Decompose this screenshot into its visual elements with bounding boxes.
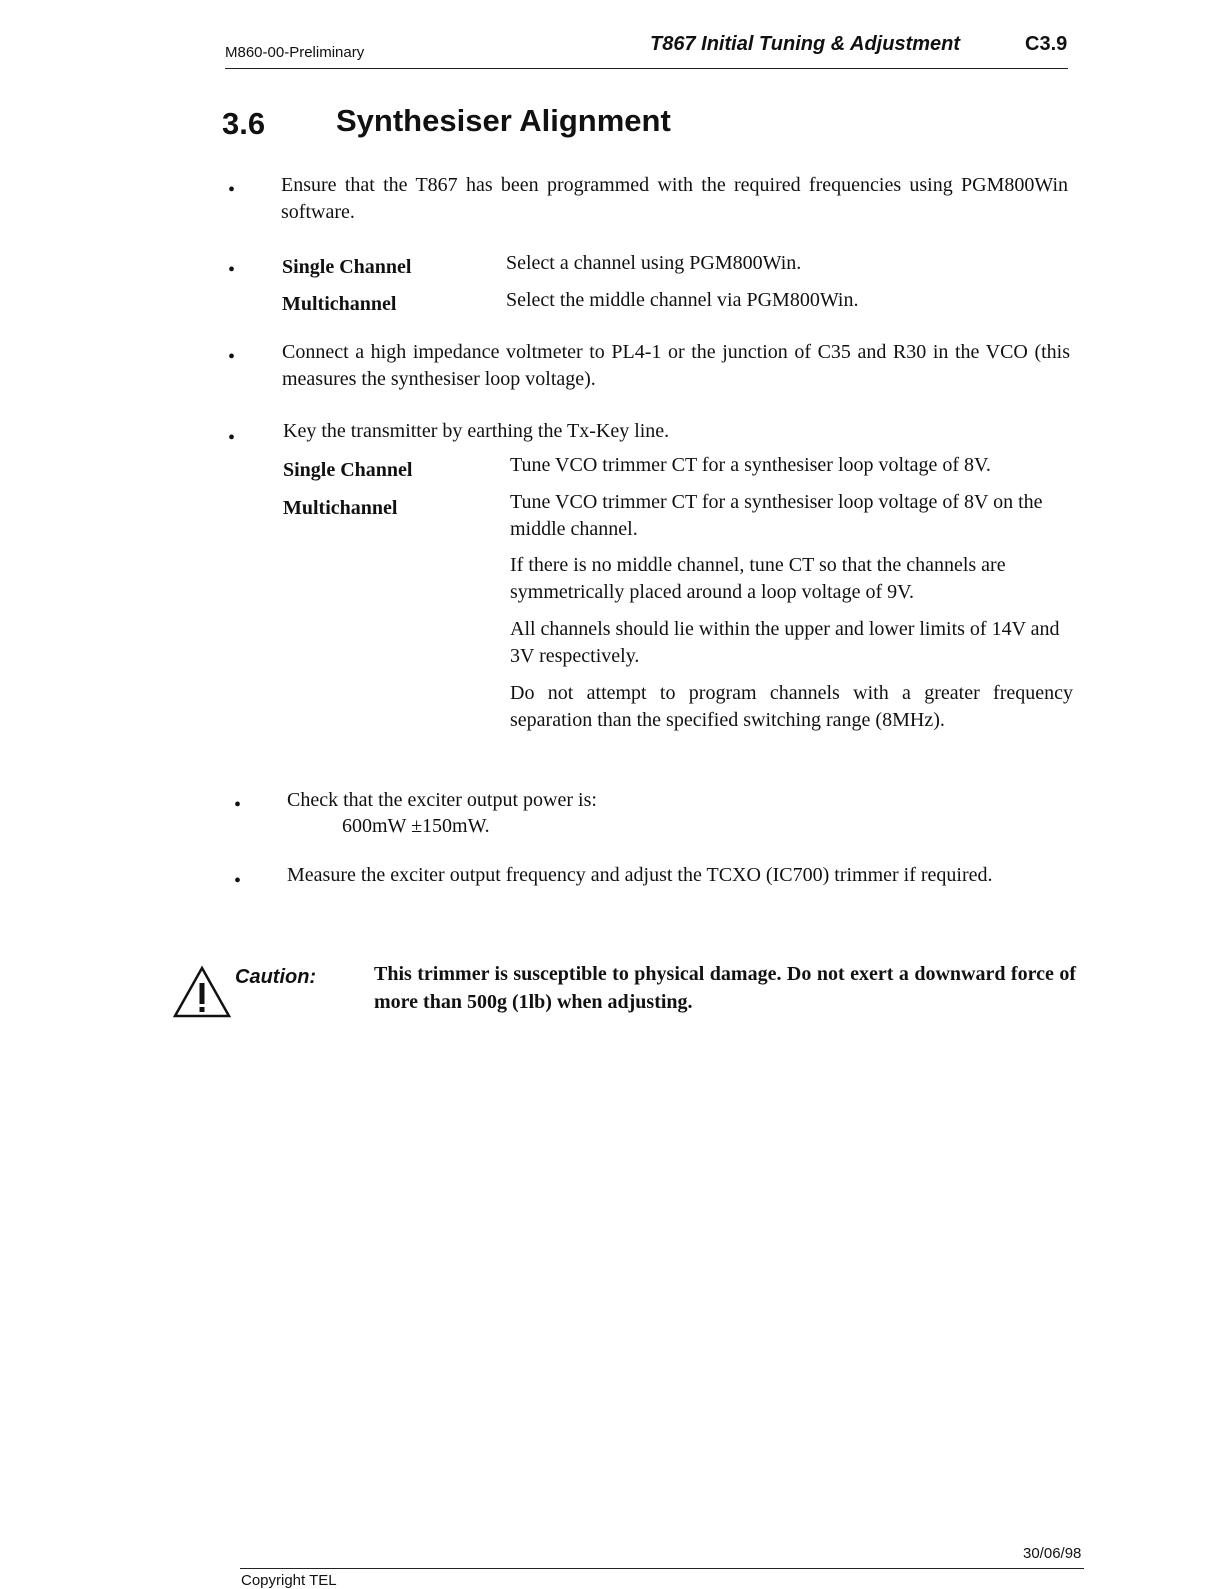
multichannel-separation: Do not attempt to program channels with a greater frequency separation than the specified switching range (8MHz).: [510, 682, 1073, 731]
bullet: •: [234, 794, 242, 816]
footer-date: 30/06/98: [1023, 1545, 1082, 1562]
header-rule: [225, 68, 1068, 69]
step-key-intro: Key the transmitter by earthing the Tx-Key line.: [283, 420, 670, 442]
multichannel-tune: Tune VCO trimmer CT for a synthesiser loop voltage of 8V on the middle channel.: [510, 491, 1043, 540]
warning-triangle-icon: [172, 965, 232, 1019]
bullet: •: [234, 870, 242, 892]
single-channel-label: Single Channel: [282, 256, 412, 278]
power-value: 600mW ±150mW.: [342, 815, 490, 837]
multichannel-limits: All channels should lie within the upper and lower limits of 14V and 3V respectively.: [510, 618, 1060, 667]
page-header-title: T867 Initial Tuning & Adjustment: [650, 33, 961, 55]
bullet: •: [228, 346, 236, 368]
section-number: 3.6: [222, 106, 266, 141]
footer-copyright: Copyright TEL: [241, 1572, 337, 1589]
doc-id: M860-00-Preliminary: [225, 44, 365, 61]
bullet: •: [228, 259, 236, 281]
multichannel-label: Multichannel: [283, 497, 398, 519]
multichannel-label: Multichannel: [282, 293, 397, 315]
multichannel-text: Select the middle channel via PGM800Win.: [506, 289, 859, 311]
footer-rule: [240, 1568, 1084, 1569]
step-power-intro: Check that the exciter output power is:: [287, 789, 597, 811]
caution-label: Caution:: [235, 966, 317, 988]
page-number: C3.9: [1025, 33, 1068, 55]
single-channel-text: Select a channel using PGM800Win.: [506, 252, 802, 274]
bullet: •: [228, 179, 236, 201]
step-connect: Connect a high impedance voltmeter to PL4-1 or the junction of C35 and R30 in the VCO (this measures the synthesiser loop voltage).: [282, 341, 1070, 390]
bullet: •: [228, 427, 236, 449]
single-channel-label: Single Channel: [283, 459, 413, 481]
step-program: Ensure that the T867 has been programmed with the required frequencies using PGM800Win software.: [281, 174, 1068, 223]
step-frequency: Measure the exciter output frequency and adjust the TCXO (IC700) trimmer if required.: [287, 864, 993, 886]
single-channel-tune: Tune VCO trimmer CT for a synthesiser loop voltage of 8V.: [510, 454, 991, 476]
section-title: Synthesiser Alignment: [336, 103, 671, 138]
multichannel-no-middle: If there is no middle channel, tune CT so that the channels are symmetrically placed around a loop voltage of 9V.: [510, 554, 1006, 603]
caution-text: This trimmer is susceptible to physical damage. Do not exert a downward force of more than 500g (1lb) when adjusting.: [374, 963, 1076, 1013]
